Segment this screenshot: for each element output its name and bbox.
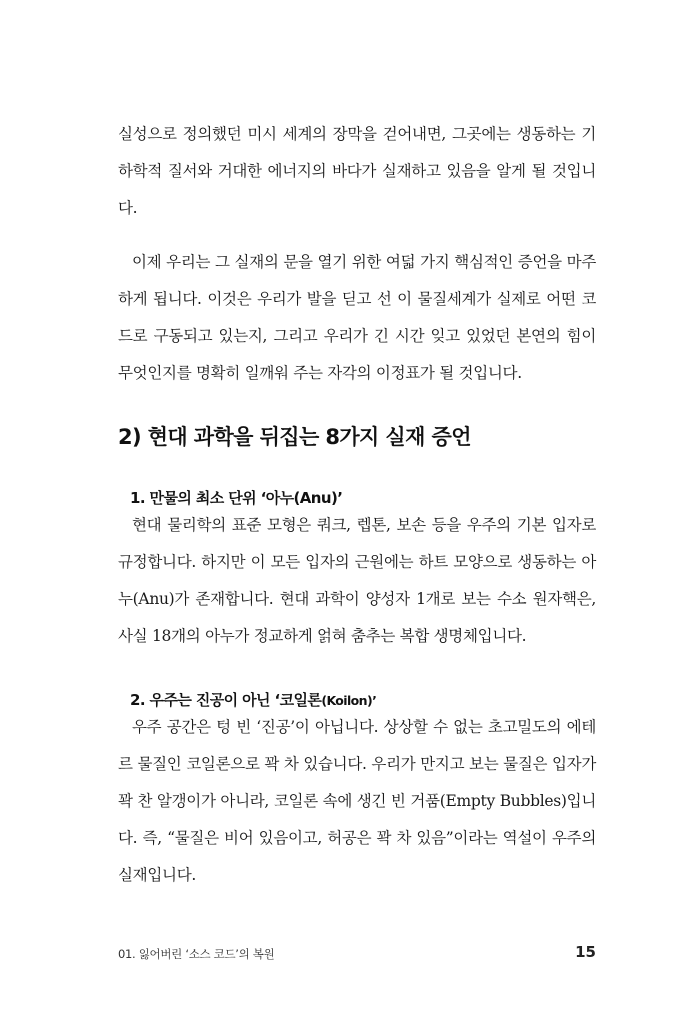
item-2-heading-main: 2. 우주는 진공이 아닌 ‘코일론 [130,691,322,709]
item-2-body: 우주 공간은 텅 빈 ‘진공’이 아닙니다. 상상할 수 없는 초고밀도의 에테르 물질인 코일론으로 꽉 차 있습니다. 우리가 만지고 보는 물질은 입자가 꽉 찬 알갱이가 아니라, 코일론 속에 생긴 빈 거품(Empty Bubbles)입니다. 즉, “물질은 비어 있음이고, 허공은 꽉 차 있음”이라는 역설이 우주의 실재입니다. [118,718,596,884]
page-number: 15 [575,943,596,961]
section-heading: 2) 현대 과학을 뒤집는 8가지 실재 증언 [118,425,471,449]
item-2-heading-latin: (Koilon)’ [321,693,377,708]
paragraph-intro: 이제 우리는 그 실재의 문을 열기 위한 여덟 가지 핵심적인 증언을 마주하게 됩니다. 이것은 우리가 발을 딛고 선 이 물질세계가 실제로 어떤 코드로 구동되고 있는지, 그리고 우리가 긴 시간 잊고 있었던 본연의 힘이 무엇인지를 명확히 일깨워 주는 자각의 이정표가 될 것입니다. [118,253,596,382]
item-1-heading: 1. 만물의 최소 단위 ‘아누(Anu)’ [130,489,343,507]
paragraph-continuation: 실성으로 정의했던 미시 세계의 장막을 걷어내면, 그곳에는 생동하는 기하학적 질서와 거대한 에너지의 바다가 실재하고 있음을 알게 될 것입니다. [118,125,596,217]
running-footer-chapter-title: 01. 잃어버린 ‘소스 코드’의 복원 [118,947,275,961]
item-1-body: 현대 물리학의 표준 모형은 쿼크, 렙톤, 보손 등을 우주의 기본 입자로 규정합니다. 하지만 이 모든 입자의 근원에는 하트 모양으로 생동하는 아누(Anu)가 존재합니다. 현대 과학이 양성자 1개로 보는 수소 원자핵은, 사실 18개의 아누가 정교하게 얽혀 춤추는 복합 생명체입니다. [118,516,596,645]
item-2-heading [130,689,376,710]
